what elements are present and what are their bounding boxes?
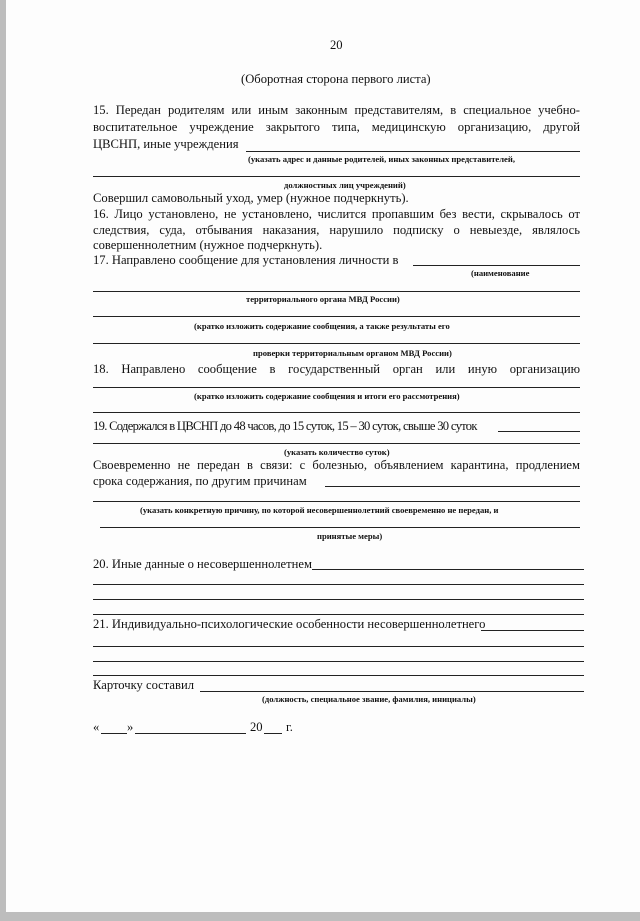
item19-field-1[interactable] [498, 431, 580, 432]
date-close-quote: » [127, 720, 134, 734]
item21-field-2[interactable] [93, 646, 584, 647]
item15-hint2: должностных лиц учреждений) [284, 180, 406, 190]
item20-field-4[interactable] [93, 614, 584, 615]
item19-line1: 19. Содержался в ЦВСНП до 48 часов, до 15 суток, 15 – 30 суток, свыше 30 суток [93, 419, 477, 433]
date-day-field[interactable] [101, 733, 127, 734]
date-year-field[interactable] [264, 733, 282, 734]
item17-hint1: (наименование [471, 268, 530, 278]
item16-line3: совершеннолетним (нужное подчеркнуть). [93, 238, 323, 252]
page-number: 20 [330, 38, 343, 52]
item19-field-4[interactable] [93, 501, 580, 502]
item21-label: 21. Индивидуально-психологические особенности несовершеннолетнего [93, 617, 486, 631]
item21-field-4[interactable] [93, 675, 584, 676]
date-year-prefix: 20 [250, 720, 263, 734]
item15-hint1: (указать адрес и данные родителей, иных законных представителей, [248, 154, 515, 164]
item20-field-2[interactable] [93, 584, 584, 585]
item20-label: 20. Иные данные о несовершеннолетнем [93, 557, 312, 571]
item18-field-1[interactable] [93, 387, 580, 388]
date-month-field[interactable] [135, 733, 246, 734]
item15-field-2[interactable] [93, 176, 580, 177]
signature-label: Карточку составил [93, 678, 194, 692]
item20-field-1[interactable] [312, 569, 584, 570]
item16-line2: следствия, суда, отбывания наказания, нарушило подписку о невыезде, являлось [93, 223, 580, 237]
item16-line1: 16. Лицо установлено, не установлено, числится пропавшим без вести, скрывалось от [93, 207, 580, 221]
item18-hint1: (кратко изложить содержание сообщения и итоги его рассмотрения) [194, 391, 460, 401]
item17-hint4: проверки территориальным органом МВД России) [253, 348, 452, 358]
signature-field[interactable] [200, 691, 584, 692]
signature-hint: (должность, специальное звание, фамилия, инициалы) [262, 694, 476, 704]
item21-field-1[interactable] [481, 630, 584, 631]
item17-field-2[interactable] [93, 291, 580, 292]
item17-field-1[interactable] [413, 265, 580, 266]
bottom-page-edge [0, 912, 640, 921]
status-line: Совершил самовольный уход, умер (нужное подчеркнуть). [93, 191, 409, 205]
item21-field-3[interactable] [93, 661, 584, 662]
item20-field-3[interactable] [93, 599, 584, 600]
item17-hint3: (кратко изложить содержание сообщения, а также результаты его [194, 321, 450, 331]
item15-line1: 15. Передан родителям или иным законным представителям, в специальное учебно- [93, 103, 580, 117]
item15-field-1[interactable] [246, 151, 580, 152]
item17-hint2: территориального органа МВД России) [246, 294, 400, 304]
item17-field-3[interactable] [93, 316, 580, 317]
item19-field-5[interactable] [100, 527, 580, 528]
date-year-suffix: г. [286, 720, 293, 734]
page-subtitle: (Оборотная сторона первого листа) [241, 72, 431, 86]
item17-line1: 17. Направлено сообщение для установления личности в [93, 253, 399, 267]
item19-field-2[interactable] [93, 443, 580, 444]
item19-hint3: принятые меры) [317, 531, 383, 541]
item19-hint1: (указать количество суток) [284, 447, 390, 457]
item17-field-4[interactable] [93, 343, 580, 344]
item19-hint2: (указать конкретную причину, по которой несовершеннолетний своевременно не передан, и [140, 505, 499, 515]
item19-field-3[interactable] [325, 486, 580, 487]
item15-line3: ЦВСНП, иные учреждения [93, 137, 239, 151]
item18-line1: 18. Направлено сообщение в государственный орган или иную организацию [93, 362, 580, 376]
item15-line2: воспитательное учреждение закрытого типа, медицинскую организацию, другой [93, 120, 580, 134]
item18-field-2[interactable] [93, 412, 580, 413]
left-page-edge [0, 0, 6, 921]
item19-line3: срока содержания, по другим причинам [93, 474, 307, 488]
item19-line2: Своевременно не передан в связи: с болезнью, объявлением карантина, продлением [93, 458, 580, 472]
date-open-quote: « [93, 720, 100, 734]
